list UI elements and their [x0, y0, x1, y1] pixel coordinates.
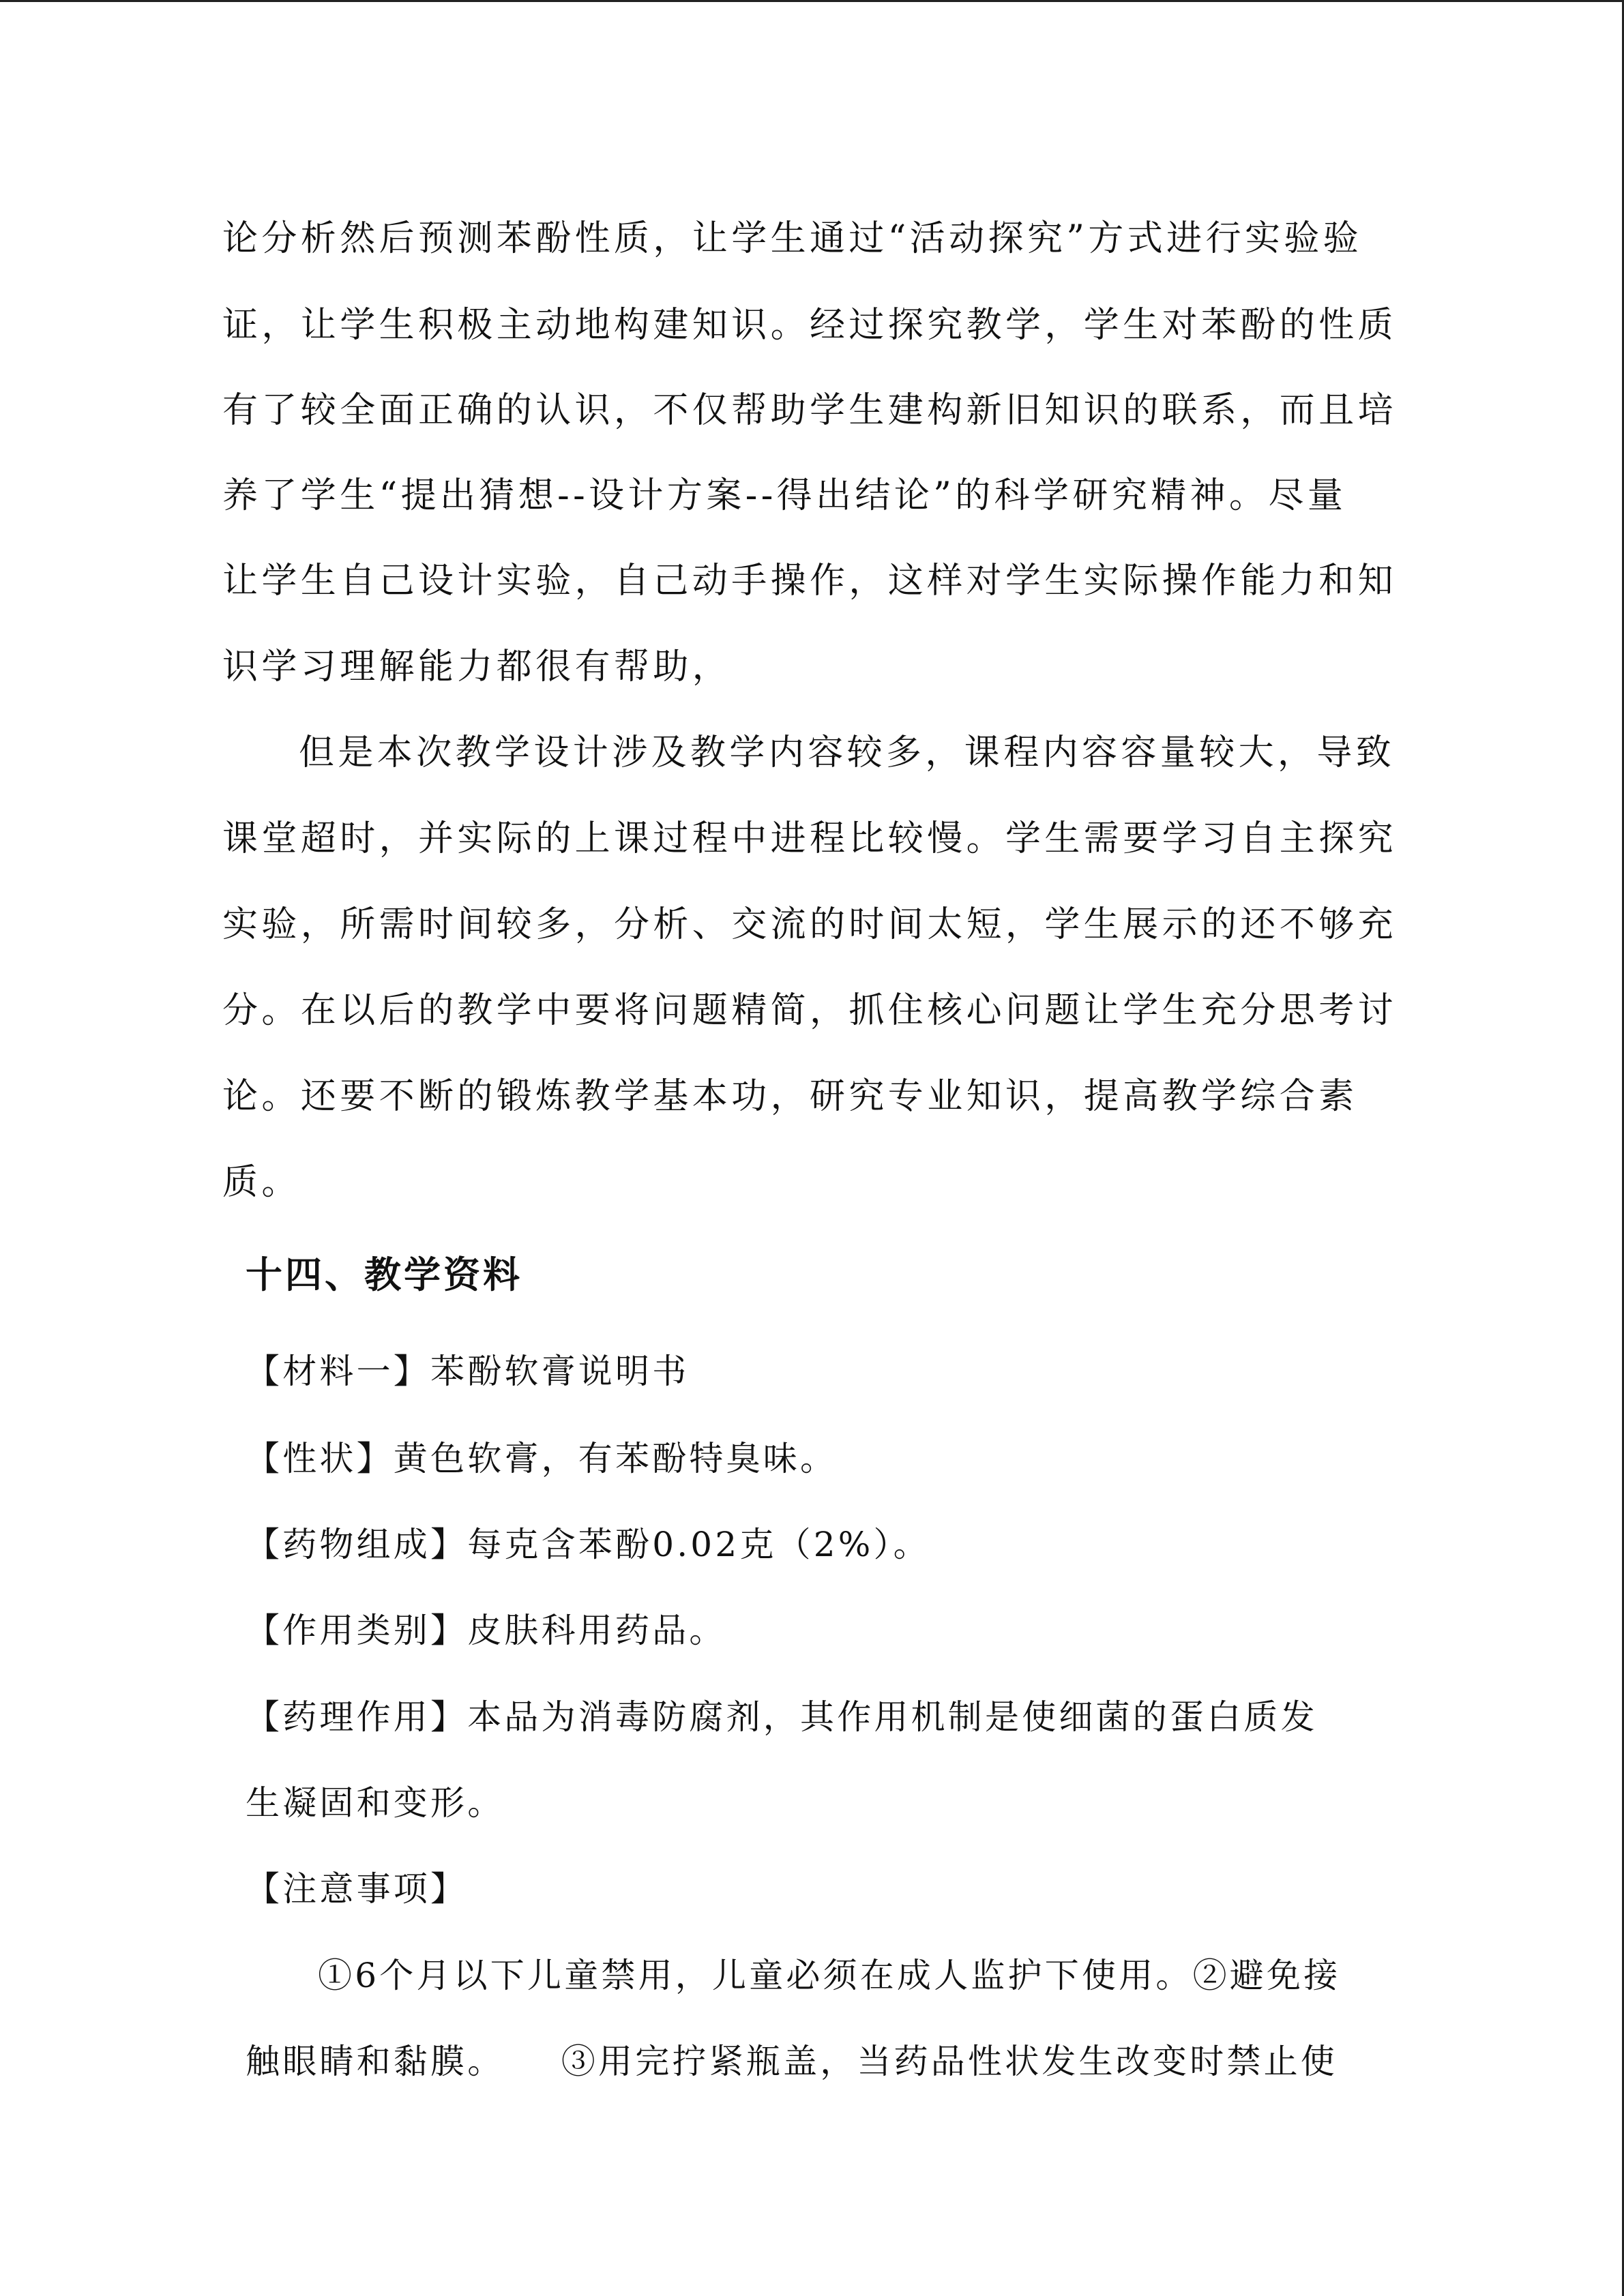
material-pharmacology: 【药理作用】本品为消毒防腐剂，其作用机制是使细菌的蛋白质发 — [246, 1697, 1318, 1737]
material-category: 【作用类别】皮肤科用药品。 — [246, 1611, 726, 1650]
text-line: 论。还要不断的锻炼教学基本功，研究专业知识，提高教学综合素 — [222, 1076, 1358, 1117]
material-title: 【材料一】苯酚软膏说明书 — [246, 1352, 690, 1391]
text-line: 分。在以后的教学中要将问题精简，抓住核心问题让学生充分思考讨 — [222, 990, 1398, 1031]
text-line: 养了学生“提出猜想--设计方案--得出结论”的科学研究精神。尽量 — [222, 475, 1347, 516]
text-line: 实验，所需时间较多，分析、交流的时间太短，学生展示的还不够充 — [222, 904, 1398, 945]
material-precautions: 【注意事项】 — [246, 1869, 468, 1909]
text-line: 课堂超时，并实际的上课过程中进程比较慢。学生需要学习自主探究 — [222, 818, 1398, 859]
text-line: 识学习理解能力都很有帮助， — [222, 646, 732, 687]
section-heading: 十四、教学资料 — [246, 1253, 522, 1296]
page-top-border — [0, 0, 1624, 2]
text-line: 有了较全面正确的认识，不仅帮助学生建构新旧知识的联系，而且培 — [222, 390, 1398, 431]
text-line: 但是本次教学设计涉及教学内容较多，课程内容容量较大，导致 — [299, 732, 1396, 773]
text-line: 质。 — [222, 1162, 301, 1203]
material-pharmacology-cont: 生凝固和变形。 — [246, 1783, 505, 1823]
material-precautions-text: ①6个月以下儿童禁用，儿童必须在成人监护下使用。②避免接 — [318, 1956, 1341, 1995]
material-precautions-text: 触眼睛和黏膜。 ③用完拧紧瓶盖，当药品性状发生改变时禁止使 — [246, 2042, 1338, 2081]
material-composition: 【药物组成】每克含苯酚0.02克（2%）。 — [246, 1525, 930, 1564]
text-line: 让学生自己设计实验，自己动手操作，这样对学生实际操作能力和知 — [222, 561, 1398, 601]
text-line: 证，让学生积极主动地构建知识。经过探究教学，学生对苯酚的性质 — [222, 305, 1398, 346]
text-line: 论分析然后预测苯酚性质，让学生通过“活动探究”方式进行实验验 — [222, 218, 1363, 259]
material-property: 【性状】黄色软膏，有苯酚特臭味。 — [246, 1439, 838, 1478]
